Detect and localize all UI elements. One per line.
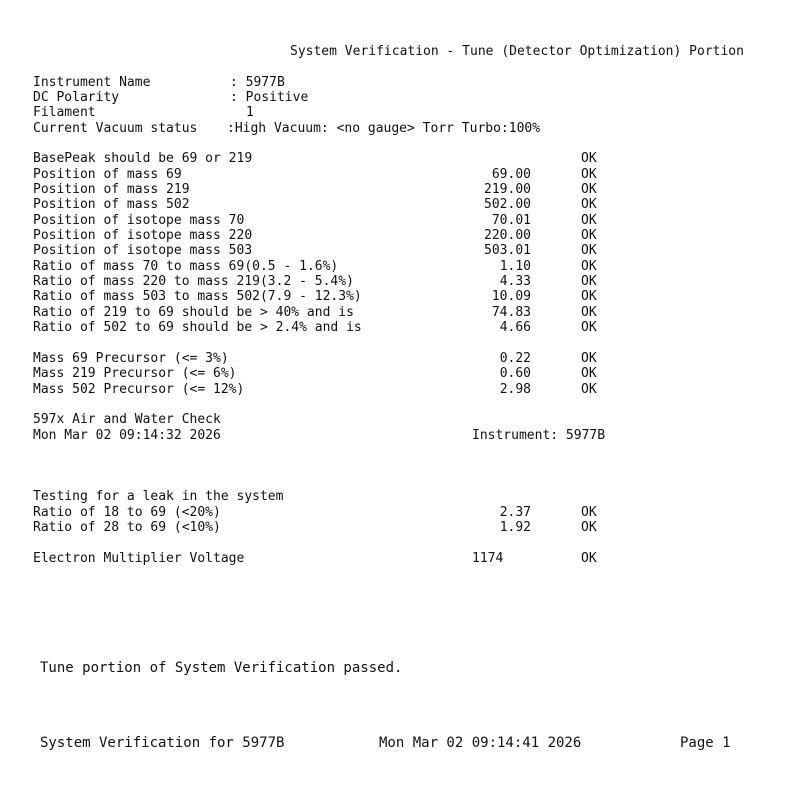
check-row-value: 219.00 <box>484 182 531 197</box>
precursor-row-value: 2.98 <box>499 382 531 397</box>
check-row-label: Ratio of mass 503 to mass 502(7.9 - 12.3%) <box>33 289 362 304</box>
check-row-status: OK <box>581 274 597 289</box>
check-row-status: OK <box>581 213 597 228</box>
footer-timestamp: Mon Mar 02 09:14:41 2026 <box>379 735 582 751</box>
vacuum-status-value: :High Vacuum: <no gauge> Torr Turbo:100% <box>227 121 541 136</box>
precursor-row-value: 0.22 <box>499 351 531 366</box>
check-row-value: 1.10 <box>499 259 531 274</box>
leak-row-label: Ratio of 28 to 69 (<10%) <box>33 520 221 535</box>
check-row-value: 69.00 <box>491 167 531 182</box>
check-row-value: 4.66 <box>499 320 531 335</box>
check-row-status: OK <box>581 228 597 243</box>
air-water-title: 597x Air and Water Check <box>33 412 221 427</box>
precursor-row-label: Mass 502 Precursor (<= 12%) <box>33 382 245 397</box>
check-row-value: 10.09 <box>491 289 531 304</box>
check-row-status: OK <box>581 259 597 274</box>
check-row-label: Ratio of mass 70 to mass 69(0.5 - 1.6%) <box>33 259 339 274</box>
check-row-label: Ratio of 219 to 69 should be > 40% and is <box>33 305 354 320</box>
check-row-status: OK <box>581 197 597 212</box>
result-message: Tune portion of System Verification passed. <box>40 660 403 676</box>
check-row-value: 503.01 <box>484 243 531 258</box>
leak-row-status: OK <box>581 520 597 535</box>
check-row-label: Ratio of mass 220 to mass 219(3.2 - 5.4%) <box>33 274 354 289</box>
emv-status: OK <box>581 551 597 566</box>
precursor-row-label: Mass 219 Precursor (<= 6%) <box>33 366 237 381</box>
check-row-label: Position of isotope mass 220 <box>33 228 253 243</box>
precursor-row-status: OK <box>581 366 597 381</box>
air-water-instrument: Instrument: 5977B <box>472 428 606 443</box>
check-row-value: 220.00 <box>484 228 531 243</box>
precursor-row-label: Mass 69 Precursor (<= 3%) <box>33 351 229 366</box>
filament-value: 1 <box>246 105 254 120</box>
check-row-label: BasePeak should be 69 or 219 <box>33 151 253 166</box>
check-row-status: OK <box>581 151 597 166</box>
leak-row-value: 2.37 <box>499 505 531 520</box>
check-row-value: 70.01 <box>491 213 531 228</box>
check-row-status: OK <box>581 182 597 197</box>
filament-label: Filament <box>33 105 96 120</box>
vacuum-status-label: Current Vacuum status <box>33 121 198 136</box>
check-row-label: Position of isotope mass 70 <box>33 213 245 228</box>
check-row-status: OK <box>581 289 597 304</box>
check-row-value: 4.33 <box>499 274 531 289</box>
air-water-timestamp: Mon Mar 02 09:14:32 2026 <box>33 428 221 443</box>
precursor-row-value: 0.60 <box>499 366 531 381</box>
check-row-label: Position of isotope mass 503 <box>33 243 253 258</box>
emv-value: 1174 <box>472 551 504 566</box>
check-row-label: Position of mass 69 <box>33 167 182 182</box>
page-title: System Verification - Tune (Detector Optimization) Portion <box>290 44 744 59</box>
check-row-label: Position of mass 502 <box>33 197 190 212</box>
leak-row-status: OK <box>581 505 597 520</box>
check-row-value: 74.83 <box>491 305 531 320</box>
dc-polarity-label: DC Polarity <box>33 90 120 105</box>
check-row-value: 502.00 <box>484 197 531 212</box>
check-row-label: Position of mass 219 <box>33 182 190 197</box>
emv-label: Electron Multiplier Voltage <box>33 551 245 566</box>
precursor-row-status: OK <box>581 382 597 397</box>
instrument-name-label: Instrument Name <box>33 75 151 90</box>
instrument-name-value: : 5977B <box>230 75 285 90</box>
leak-row-value: 1.92 <box>499 520 531 535</box>
dc-polarity-value: : Positive <box>230 90 309 105</box>
check-row-status: OK <box>581 243 597 258</box>
check-row-status: OK <box>581 305 597 320</box>
leak-test-title: Testing for a leak in the system <box>33 489 284 504</box>
precursor-row-status: OK <box>581 351 597 366</box>
footer-title: System Verification for 5977B <box>40 735 285 751</box>
leak-row-label: Ratio of 18 to 69 (<20%) <box>33 505 221 520</box>
check-row-status: OK <box>581 320 597 335</box>
check-row-label: Ratio of 502 to 69 should be > 2.4% and is <box>33 320 362 335</box>
footer-page-number: Page 1 <box>680 735 731 751</box>
check-row-status: OK <box>581 167 597 182</box>
